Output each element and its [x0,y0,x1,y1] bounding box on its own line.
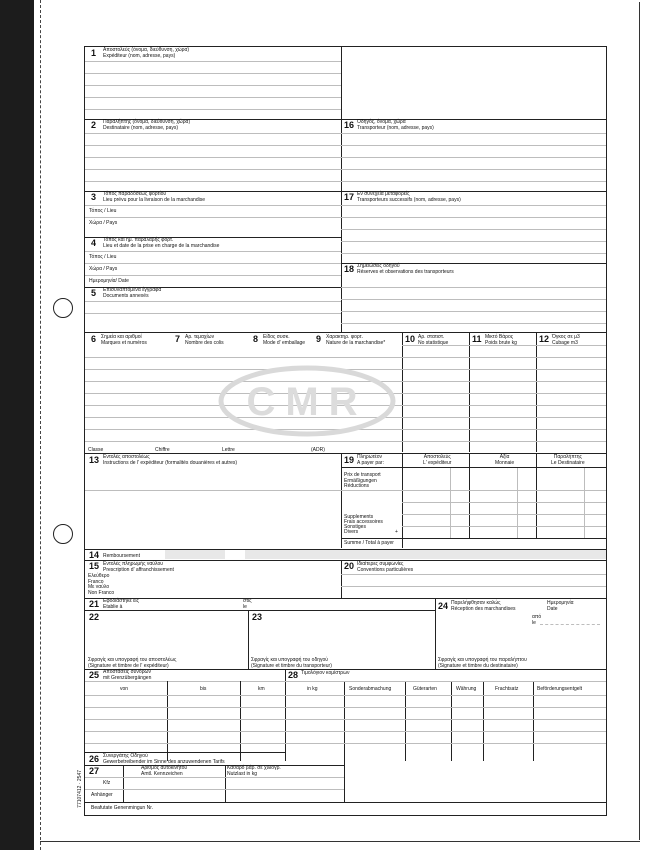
field-number: 18 [344,264,355,274]
field-number: 11 [472,334,482,344]
col-6-label: Σημεία και αριθμοί Marques et numéros [101,334,147,346]
lieu-label: Τόπος / Lieu [89,254,117,260]
col-12-label: Όγκος σε μ3 Cubage m3 [552,334,580,346]
field-number: 24 [438,601,449,611]
field-27-plate: Αριθμός αυτοκινήτου Amtl. Kennzeichen [141,765,188,777]
payer-expediteur: Αποστολεύς L' expéditeur [423,454,452,466]
col-8-label: Είδος συσκ. Mode d' emballage [263,334,306,346]
sheet-edge [639,2,640,840]
field-number: 21 [89,599,100,609]
date-label: Ημερομηνία/ Date [89,278,129,284]
field-number: 9 [316,334,322,344]
field-24-from: από le [532,614,542,626]
punch-hole [53,298,73,318]
col-bef: Beförderungsentgelt [537,686,583,692]
col-km: km [258,686,265,692]
pays-label: Χώρα / Pays [89,220,118,226]
classe-label: Classe [88,447,104,453]
cmr-watermark [217,365,397,437]
field-23-label: Σφραγίς και υπογραφή του οδηγού (Signature et timbre du transporteur) [251,657,332,669]
field-28-label: Τιμολόγιον κομίστρων [301,670,350,676]
charge-row: Supplements [344,514,374,520]
kfz-label: Kfz [103,780,111,786]
field-number: 23 [252,612,263,622]
col-gut: Güterarten [413,686,437,692]
watermark-text: CMR [246,380,368,424]
field-4-label: Τόπος και ημ. παραλαβής φορτ. Lieu et date de la prise en charge de la marchandise [103,237,220,249]
total-row: Summe / Total à payer [344,540,394,546]
shade [245,550,606,559]
field-number: 7 [175,334,181,344]
col-fracht: Frachtsatz [495,686,519,692]
charge-row: Réductions [344,483,370,489]
field-number: 5 [91,288,97,298]
plus-sign: + [395,529,398,535]
field-24-label: Παρελήφθησαν καλώς Réception des marchandises [451,600,516,612]
field-number: 25 [89,670,100,680]
field-number: 4 [91,238,97,248]
adr-label: (ADR) [311,447,325,453]
field-5-label: Επισυναπτόμενα έγγραφα Documents annexés [103,287,162,299]
field-number: 22 [89,612,100,622]
shade [165,550,225,559]
field-13-label: Εντολές αποστολέως Instructions de l' expéditeur (formalités douanières et autres) [103,454,238,466]
charge-row: Divers [344,529,359,535]
col-sonder: Sonderabmachung [349,686,392,692]
charge-row: Ermäßigungen [344,478,377,484]
field-2-label: Παραλήπτης (όνομα, διεύθυνση, χώρα) Destinataire (nom, adresse, pays) [103,119,191,131]
lettre-label: Lettre [222,447,235,453]
field-24-sign-label: Σφραγίς και υπογραφή του παραλήπτου (Signature et timbre du destinataire) [438,657,527,669]
field-18-label: Σημειώσεις οδηγού Réserves et observations des transporteurs [357,263,454,275]
col-11-label: Μικτό Βάρος Poids brute kg [485,334,517,346]
genehmigung-label: Beafutate Genenmingun Nr. [91,805,153,811]
divider [341,47,342,332]
col-9-label: Χαρακτηρ. φορτ. Nature de la marchandise* [326,334,386,346]
field-number: 10 [405,334,416,344]
field-number: 8 [253,334,259,344]
field-number: 13 [89,455,100,465]
anhaenger-label: Anhänger [91,792,113,798]
punch-hole [53,524,73,544]
lieu-label: Τόπος / Lieu [89,208,117,214]
binder-strip [0,0,34,850]
field-16-label: Οδηγός, όνομα, χώρα Transporteur (nom, adresse, pays) [357,119,434,131]
field-22-label: Σφραγίς και υπογραφή του αποστολέως (Signature et timbre de l' expéditeur) [88,657,177,669]
remboursement-label: Remboursement [103,553,140,559]
field-27-load: Καθαρό βάρ. σε χιλιογρ. Nutzlast in kg [227,765,281,777]
field-number: 28 [288,670,299,680]
field-number: 3 [91,192,97,202]
col-7-label: Αρ. τεμαχίων Nombre des colis [185,334,224,346]
col-inkg: in kg [307,686,318,692]
col-von: von [120,686,129,692]
field-number: 20 [344,561,355,571]
col-bis: bis [200,686,207,692]
field-3-label: Τόπος παραδόσεως φορτίου Lieu prévu pour la livraison de la marchandise [103,191,206,203]
field-number: 14 [89,550,100,560]
field-19-label: Πληρωτέον A payer par: [357,454,384,466]
field-number: 19 [344,455,355,465]
field-20-label: Ιδιαίτερες συμφωνίες Conventions particulières [357,561,414,573]
charge-row: Frais accessoires [344,519,383,525]
col-10-label: Αρ. στατιστ. No statistique [418,334,449,346]
charge-row: Sonstiges [344,524,366,530]
field-21-label: Εφοδιάστηκε εις Etablie à [103,598,139,610]
side-code: 77107412 · 2547 [77,770,83,808]
field-number: 15 [89,561,100,571]
field-25-label: Αποστάσεις συνόρων mit Grenzübergängen [103,669,152,681]
payer-monnaie: Αξία Monnaie [495,454,515,466]
field-21-date: στις le [243,598,252,610]
field-15-label: Εντολές πληρωμής ναύλου Prescription d' affranchissement [103,561,174,573]
field-number: 12 [539,334,550,344]
field-17-label: Εν συνεχεία μεταφορείς Transporteurs successifs (nom, adresse, pays) [357,191,461,203]
field-24-date: Ημερομηνία Date [547,600,574,612]
field-number: 16 [344,120,355,130]
chiffre-label: Chiffre [155,447,170,453]
sheet-edge [40,841,640,842]
field-26-label: Συνεργάτης Οδηγού Gewerbetreibender im Sinne des anzuwendenen Tarifs [103,753,225,765]
col-wahr: Währung [456,686,477,692]
payer-destinataire: Παραλήπτης Le Destinataire [551,454,585,466]
pays-label: Χώρα / Pays [89,266,118,272]
charge-row: Prix de transport [344,472,381,478]
freight-options[interactable]: Ελεύθερο Franco Με ναύλο Non Franco [88,573,115,596]
cmr-form [84,46,607,816]
field-number: 6 [91,334,97,344]
field-1-label: Αποστολεύς (όνομα, διεύθυνση, χώρα) Expéditeur (nom, adresse, pays) [103,47,190,59]
field-number: 27 [89,766,100,776]
field-number: 17 [344,192,355,202]
field-number: 2 [91,120,97,130]
perforation-line [40,0,41,850]
field-number: 1 [91,48,97,58]
field-number: 26 [89,754,100,764]
